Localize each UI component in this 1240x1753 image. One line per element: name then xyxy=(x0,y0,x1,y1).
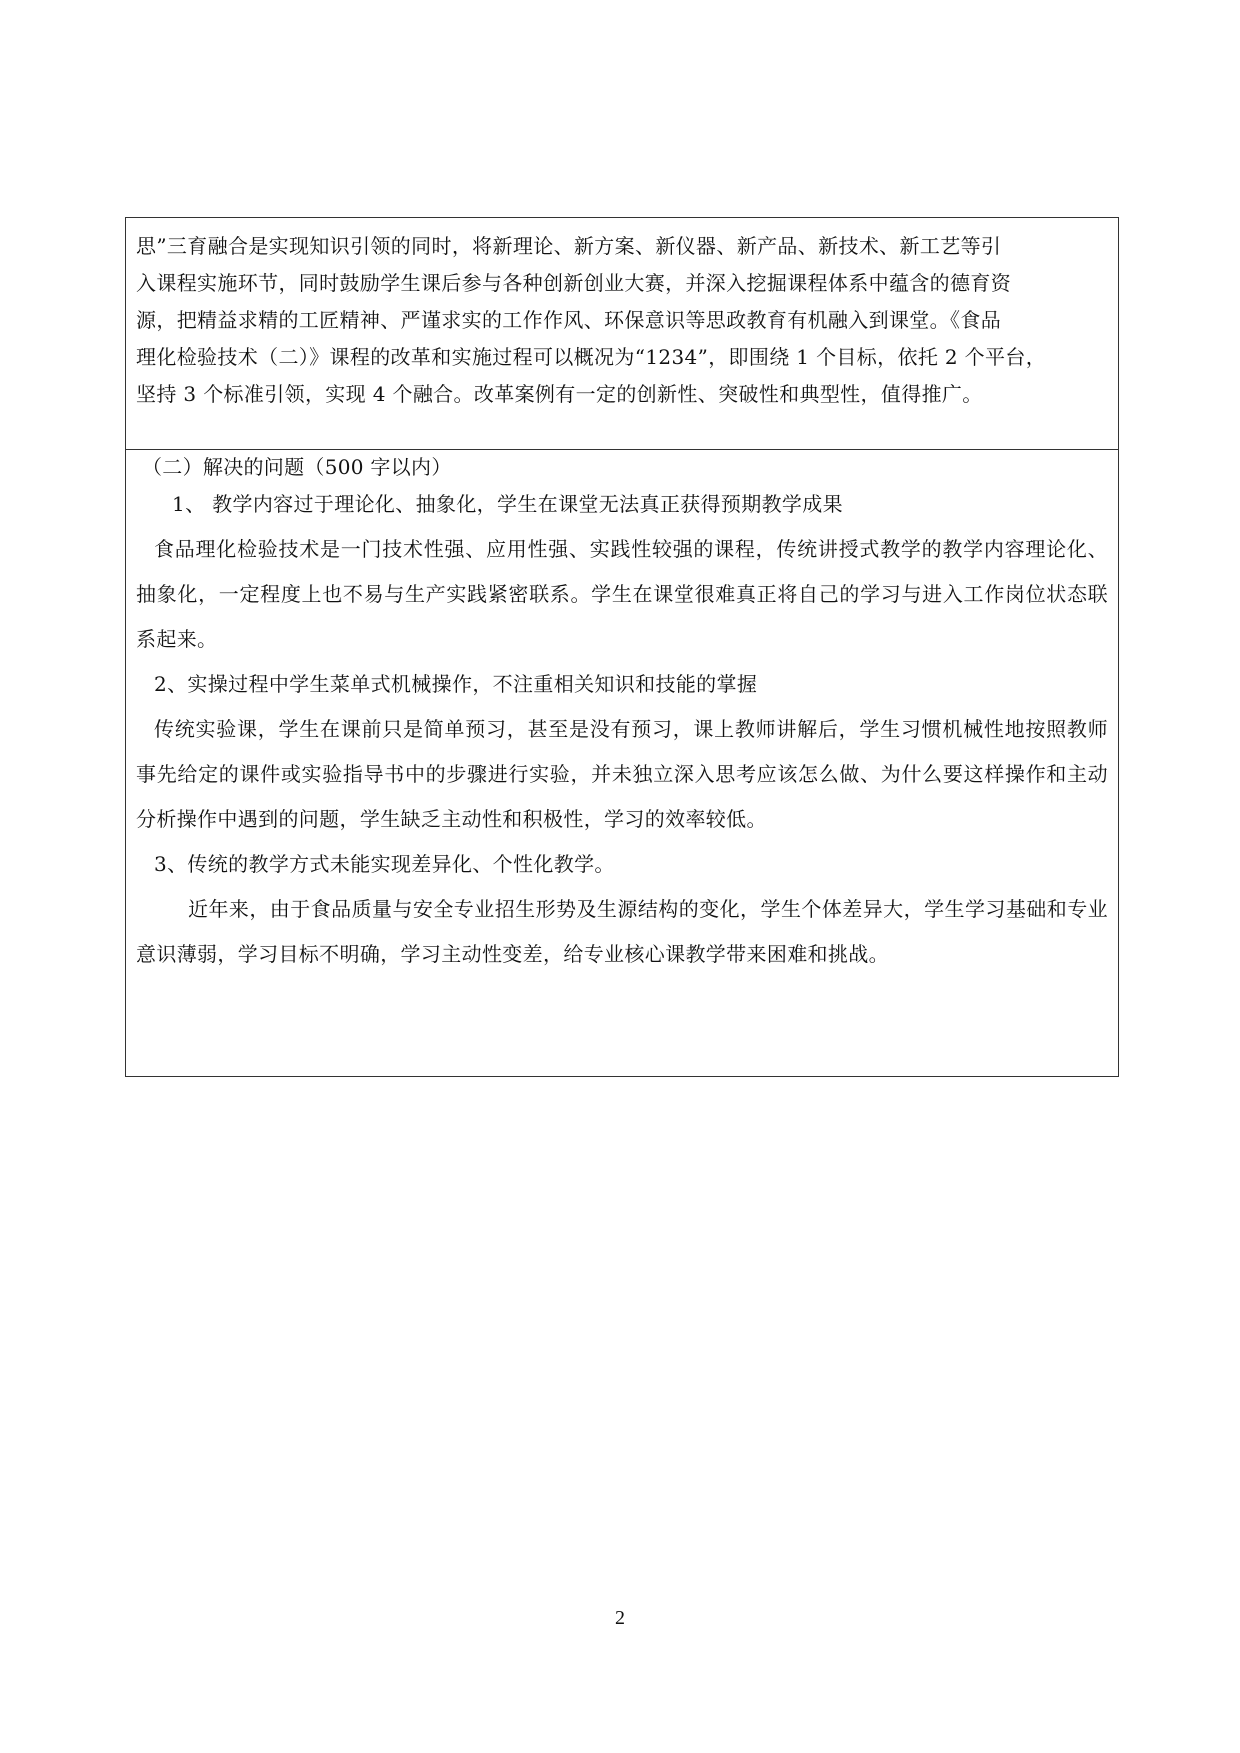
problem-3-body: 近年来，由于食品质量与安全专业招生形势及生源结构的变化，学生个体差异大，学生学习基础和专业意识薄弱，学习目标不明确，学习主动性变差，给专业核心课教学带来困难和挑战。 xyxy=(136,897,1108,966)
summary-line: 思”三育融合是实现知识引领的同时，将新理论、新方案、新仪器、新产品、新技术、新工艺等引 xyxy=(136,234,1002,258)
table-cell-problems xyxy=(126,450,1118,1076)
summary-line: 入课程实施环节，同时鼓励学生课后参与各种创新创业大赛，并深入挖掘课程体系中蕴含的德育资 xyxy=(136,271,1012,295)
problem-1-title: 1、 教学内容过于理论化、抽象化，学生在课堂无法真正获得预期教学成果 xyxy=(172,492,843,516)
page-number: 2 xyxy=(615,1607,625,1629)
content-table xyxy=(125,217,1119,1077)
problem-2-title: 2、实操过程中学生菜单式机械操作，不注重相关知识和技能的掌握 xyxy=(154,672,758,696)
problem-3-title: 3、传统的教学方式未能实现差异化、个性化教学。 xyxy=(154,852,615,876)
problem-2-body: 传统实验课，学生在课前只是简单预习，甚至是没有预习，课上教师讲解后，学生习惯机械性地按照教师事先给定的课件或实验指导书中的步骤进行实验，并未独立深入思考应该怎么做、为什么要这样操作和主动分析操作中遇到的问题，学生缺乏主动性和积极性，学习的效率较低。 xyxy=(136,717,1108,831)
problem-1-body: 食品理化检验技术是一门技术性强、应用性强、实践性较强的课程，传统讲授式教学的教学内容理论化、抽象化，一定程度上也不易与生产实践紧密联系。学生在课堂很难真正将自己的学习与进入工作岗位状态联系起来。 xyxy=(136,537,1108,651)
summary-line: 坚持 3 个标准引领，实现 4 个融合。改革案例有一定的创新性、突破性和典型性，值得推广。 xyxy=(136,382,983,406)
summary-line: 源，把精益求精的工匠精神、严谨求实的工作作风、环保意识等思政教育有机融入到课堂。《食品 xyxy=(136,308,1002,332)
section-heading: （二）解决的问题（500 字以内） xyxy=(142,455,452,479)
table-cell-summary xyxy=(126,218,1118,450)
summary-line: 理化检验技术（二）》课程的改革和实施过程可以概况为“1234”，即围绕 1 个目标，依托 2 个平台， xyxy=(136,345,1047,369)
